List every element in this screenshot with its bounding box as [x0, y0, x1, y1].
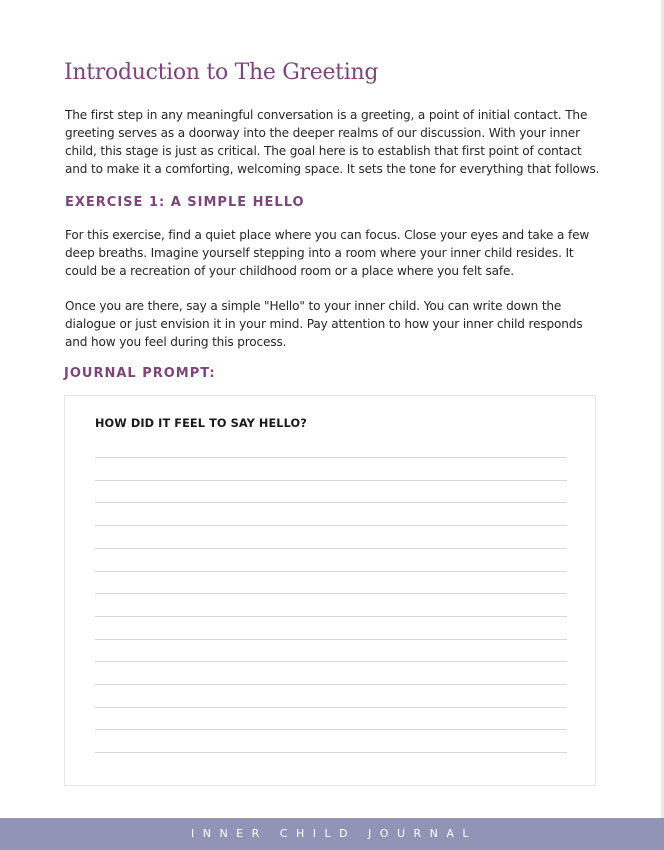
exercise-line: and how you feel during this process. — [65, 335, 287, 349]
journal-prompt-heading: JOURNAL PROMPT: — [64, 366, 216, 381]
exercise-line: Once you are there, say a simple "Hello" to your inner child. You can write down the — [65, 299, 562, 313]
intro-line: child, this stage is just as critical. The goal here is to establish that first point of contact — [65, 144, 582, 158]
writing-line[interactable] — [95, 525, 567, 526]
writing-line[interactable] — [95, 502, 567, 503]
writing-line[interactable] — [95, 661, 567, 662]
intro-line: greeting serves as a doorway into the deeper realms of our discussion. With your inner — [65, 126, 580, 140]
footer-text: INNER CHILD JOURNAL — [190, 827, 478, 840]
exercise-paragraph-1 — [65, 226, 605, 280]
intro-line: The first step in any meaningful conversation is a greeting, a point of initial contact. The — [65, 108, 588, 122]
writing-line[interactable] — [95, 639, 567, 640]
journal-box[interactable] — [64, 395, 596, 786]
exercise-line: dialogue or just envision it in your mind. Pay attention to how your inner child responds — [65, 317, 583, 331]
intro-line: and to make it a comforting, welcoming space. It sets the tone for everything that follows. — [65, 162, 600, 176]
exercise-line: For this exercise, find a quiet place where you can focus. Close your eyes and take a few — [65, 228, 590, 242]
writing-line[interactable] — [95, 616, 567, 617]
exercise-line: deep breaths. Imagine yourself stepping into a room where your inner child resides. It — [65, 246, 574, 260]
writing-line[interactable] — [95, 571, 567, 572]
exercise-line: could be a recreation of your childhood room or a place where you felt safe. — [65, 264, 514, 278]
writing-line[interactable] — [95, 752, 567, 753]
writing-line[interactable] — [95, 593, 567, 594]
page-title: Introduction to The Greeting — [64, 60, 379, 85]
exercise-heading: EXERCISE 1: A SIMPLE HELLO — [65, 195, 305, 210]
writing-line[interactable] — [95, 684, 567, 685]
footer-bar — [0, 818, 664, 850]
writing-line[interactable] — [95, 548, 567, 549]
writing-line[interactable] — [95, 729, 567, 730]
writing-line[interactable] — [95, 457, 567, 458]
writing-line[interactable] — [95, 707, 567, 708]
journal-question: HOW DID IT FEEL TO SAY HELLO? — [95, 417, 307, 430]
intro-paragraph — [65, 106, 605, 178]
exercise-paragraph-2 — [65, 297, 605, 351]
writing-line[interactable] — [95, 480, 567, 481]
